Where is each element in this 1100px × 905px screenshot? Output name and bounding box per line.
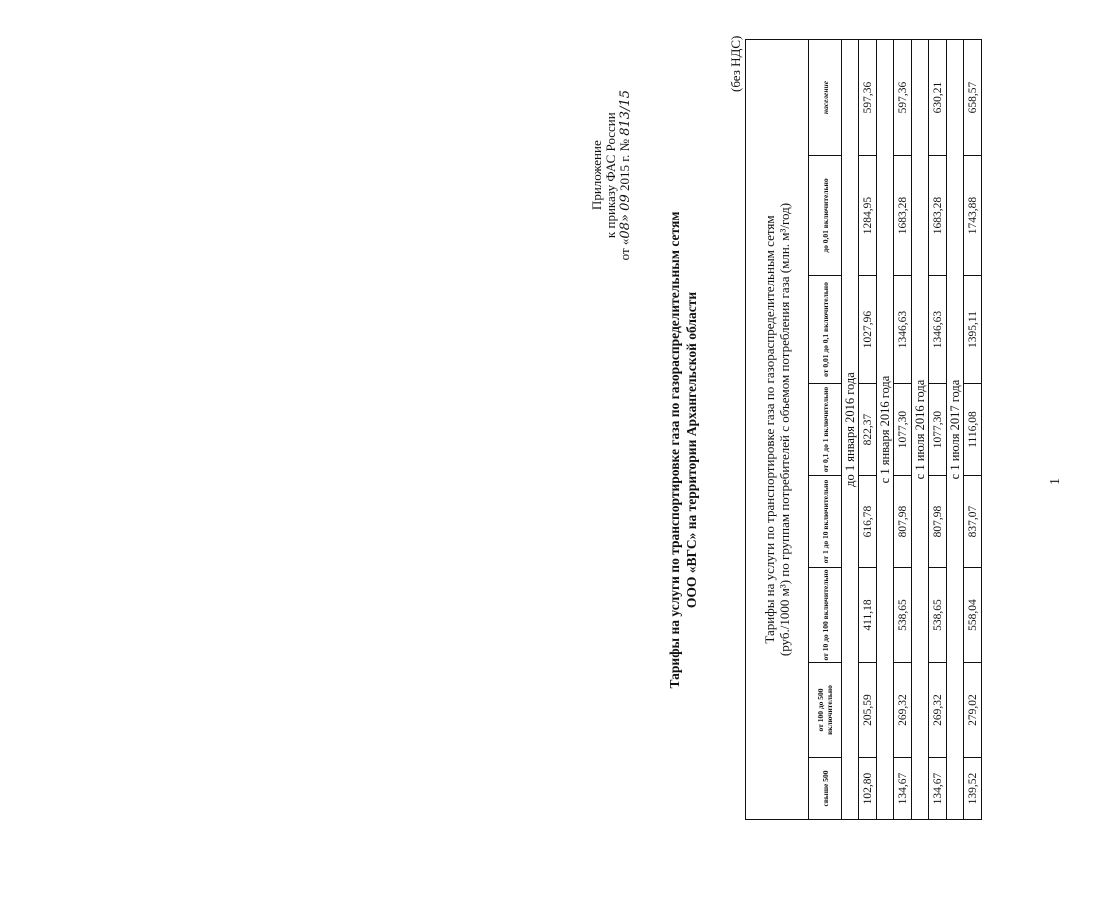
column-header: от 100 до 500 включительно bbox=[809, 663, 842, 758]
table-cell: 269,32 bbox=[929, 663, 947, 758]
table-cell: 1683,28 bbox=[894, 156, 912, 276]
period-label: с 1 июля 2017 года bbox=[947, 40, 964, 820]
table-cell: 1077,30 bbox=[894, 384, 912, 476]
appendix-date-line bbox=[618, 90, 633, 260]
table-cell: 597,36 bbox=[894, 40, 912, 156]
table-cell: 134,67 bbox=[894, 758, 912, 820]
table-cell: 279,02 bbox=[964, 663, 982, 758]
table-cell: 1346,63 bbox=[929, 276, 947, 384]
table-cell: 538,65 bbox=[929, 568, 947, 663]
appendix-date-day: 08» bbox=[618, 214, 633, 239]
table-row bbox=[964, 40, 982, 820]
period-label: с 1 января 2016 года bbox=[877, 40, 894, 820]
table-cell: 205,59 bbox=[859, 663, 877, 758]
table-caption-line-2: (руб./1000 м³) по группам потребителей с объемом потребления газа (млн. м³/год) bbox=[777, 202, 792, 657]
table-cell: 597,36 bbox=[859, 40, 877, 156]
table-cell: 139,52 bbox=[964, 758, 982, 820]
appendix-date-year: 2015 г. № bbox=[617, 139, 632, 192]
tariff-table bbox=[745, 39, 982, 820]
column-header: от 10 до 100 включительно bbox=[809, 568, 842, 663]
column-header: население bbox=[809, 40, 842, 156]
table-caption-line-1: Тарифы на услуги по транспортировке газа по газораспределительным сетям bbox=[762, 215, 777, 644]
appendix-order-ref: к приказу ФАС России bbox=[603, 112, 618, 239]
column-header: свыше 500 bbox=[809, 758, 842, 820]
table-cell: 134,67 bbox=[929, 758, 947, 820]
table-cell: 1346,63 bbox=[894, 276, 912, 384]
document-title-line-1: Тарифы на услуги по транспортировке газа по газораспределительным сетям bbox=[667, 211, 682, 689]
column-header: до 0,01 включительно bbox=[809, 156, 842, 276]
table-cell: 630,21 bbox=[929, 40, 947, 156]
period-label: с 1 июля 2016 года bbox=[912, 40, 929, 820]
column-header: от 1 до 10 включительно bbox=[809, 476, 842, 568]
column-header: от 0,1 до 1 включительно bbox=[809, 384, 842, 476]
appendix-label: Приложение bbox=[589, 140, 604, 211]
table-cell: 102,80 bbox=[859, 758, 877, 820]
table-cell: 807,98 bbox=[894, 476, 912, 568]
vat-note: (без НДС) bbox=[728, 35, 743, 92]
table-cell: 616,78 bbox=[859, 476, 877, 568]
table-cell: 822,37 bbox=[859, 384, 877, 476]
appendix-block bbox=[590, 90, 633, 260]
table-cell: 837,07 bbox=[964, 476, 982, 568]
table-cell: 269,32 bbox=[894, 663, 912, 758]
appendix-date-month: 09 bbox=[618, 194, 633, 211]
table-row bbox=[859, 40, 877, 820]
table-cell: 1284,95 bbox=[859, 156, 877, 276]
document-title-line-2: ООО «ВГС» на территории Архангельской области bbox=[684, 291, 699, 609]
table-header-row bbox=[809, 40, 842, 820]
column-header: от 0,01 до 0,1 включительно bbox=[809, 276, 842, 384]
rotated-content bbox=[580, 35, 1100, 865]
appendix-date-prefix: от « bbox=[617, 238, 632, 261]
period-label: до 1 января 2016 года bbox=[842, 40, 859, 820]
table-cell: 558,04 bbox=[964, 568, 982, 663]
table-cell: 1683,28 bbox=[929, 156, 947, 276]
table-cell: 1077,30 bbox=[929, 384, 947, 476]
table-cell: 538,65 bbox=[894, 568, 912, 663]
page-number: 1 bbox=[1048, 478, 1063, 485]
table-caption bbox=[746, 40, 809, 820]
table-cell: 1116,08 bbox=[964, 384, 982, 476]
table-cell: 1027,96 bbox=[859, 276, 877, 384]
table-cell: 658,57 bbox=[964, 40, 982, 156]
appendix-order-number: 813/15 bbox=[618, 90, 633, 136]
table-cell: 1395,11 bbox=[964, 276, 982, 384]
table-cell: 1743,88 bbox=[964, 156, 982, 276]
table-cell: 411,18 bbox=[859, 568, 877, 663]
table-row bbox=[894, 40, 912, 820]
table-cell: 807,98 bbox=[929, 476, 947, 568]
table-row bbox=[929, 40, 947, 820]
